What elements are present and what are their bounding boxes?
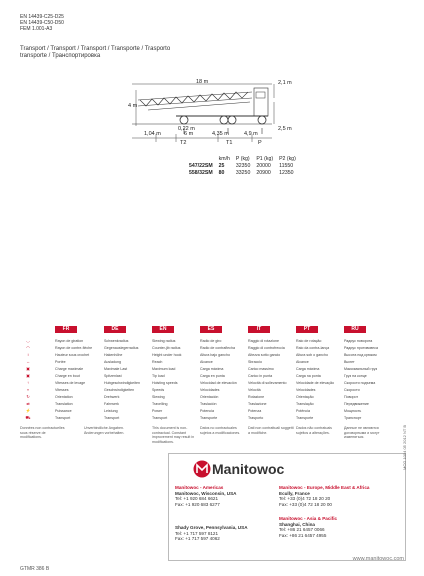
- legend-symbol-icon: ▣: [26, 366, 30, 371]
- table-row: 547/22SM 25 32350 20000 11550: [189, 162, 294, 169]
- dim-length: 18 m: [196, 79, 209, 85]
- legend-symbol-icon: ⇄: [26, 401, 30, 406]
- legend-cell: Drehwerk: [104, 395, 120, 399]
- standard-line: EN 14439-C25-D25: [20, 14, 64, 20]
- legend-cell: Радиус поворота: [344, 339, 373, 343]
- disclaimer-text: Dati non contrattuali soggetti a modifiche.: [248, 426, 294, 435]
- dim-4: 4,9 m: [244, 131, 258, 137]
- legend-cell: Velocidad de elevación: [200, 381, 237, 385]
- legend-cell: Максимальный груз: [344, 367, 378, 371]
- legend-cell: Tip load: [152, 374, 165, 378]
- legend-cell: Carico massimo: [248, 367, 274, 371]
- legend-cell: Spitzenlast: [104, 374, 122, 378]
- legend-cell: Rayon de giration: [55, 339, 84, 343]
- disclaimer-text: Данные не являются договорными и могут изменяться.: [344, 426, 380, 440]
- legend-cell: Carga na ponta: [296, 374, 321, 378]
- legend-cell: Transport: [104, 416, 120, 420]
- legend-cell: Traslación: [200, 402, 217, 406]
- legend-cell: Altura sob o gancho: [296, 353, 328, 357]
- legend-cell: Transport: [55, 416, 71, 420]
- legend-cell: Sbraccio: [248, 360, 262, 364]
- legend-cell: Maximale Last: [104, 367, 128, 371]
- legend-row: [20, 373, 406, 379]
- legend-cell: Trasporto: [248, 416, 264, 420]
- dim-right-height-2: 2,5 m: [278, 126, 292, 132]
- address-asia: Manitowoc - Asia & Pacific Shanghai, China Tel: +86 21 6457 0066 Fax: +86 21 6457 4955: [279, 516, 338, 538]
- legend-cell: Geschwindigkeiten: [104, 388, 135, 392]
- dim-1: 1,04 m: [144, 131, 161, 137]
- address-americas: Manitowoc - Americas Manitowoc, Wisconsin, USA Tel: +1 920 684 6621 Fax: +1 920 683 6277: [175, 485, 237, 507]
- legend-cell: Raggio di controfreccia: [248, 346, 285, 350]
- legend-cell: Speeds: [152, 388, 165, 392]
- legend-cell: Alcance: [296, 360, 309, 364]
- legend-cell: Velocidades: [200, 388, 220, 392]
- legend-symbol-icon: ⛟: [25, 415, 31, 420]
- disclaimer-text: Datos no contractuales sujetos a modificaciones.: [200, 426, 241, 435]
- document-code: GTMR 386 B: [20, 566, 50, 572]
- legend-cell: Slewing radius: [152, 339, 176, 343]
- legend-cell: Orientación: [200, 395, 219, 399]
- contact-box: [168, 453, 406, 561]
- legend-cell: Raggio di rotazione: [248, 339, 279, 343]
- legend-cell: Hakenhöhe: [104, 353, 123, 357]
- legend-symbol-icon: ↔: [26, 359, 30, 364]
- legend-cell: Vitesses de levage: [55, 381, 86, 385]
- standard-line: EN 14439-C50-D50: [20, 20, 64, 26]
- lang-badge: IT: [248, 326, 270, 333]
- transport-drawing: [20, 76, 280, 154]
- legend-cell: Carga máxima: [296, 367, 320, 371]
- legend-cell: Carga máxima: [200, 367, 224, 371]
- legend-cell: Translação: [296, 402, 314, 406]
- legend-cell: Altura bajo gancho: [200, 353, 230, 357]
- legend-symbol-icon: ↕: [27, 352, 29, 357]
- legend-row: [20, 352, 406, 358]
- legend-cell: Transporte: [296, 416, 314, 420]
- legend-cell: Вылет: [344, 360, 355, 364]
- legend-cell: Slewing: [152, 395, 165, 399]
- legend-cell: Velocità: [248, 388, 261, 392]
- manitowoc-logo-icon: [193, 460, 211, 478]
- legend-cell: Potenza: [248, 409, 262, 413]
- legend-cell: Charge maximale: [55, 367, 84, 371]
- disclaimer-text: Données non contractuelles sous réserve de modifications.: [20, 426, 65, 440]
- legend-cell: Orientação: [296, 395, 314, 399]
- legend-cell: Velocidade de elevação: [296, 381, 334, 385]
- legend-cell: Radio de giro: [200, 339, 222, 343]
- table-header-row: km/h P (kg) P1 (kg) P2 (kg): [218, 155, 296, 162]
- legend-symbol-icon: ↻: [26, 394, 30, 399]
- legend-cell: Высота под крюком: [344, 353, 377, 357]
- lang-badge: EN: [152, 326, 174, 333]
- legend-cell: Schwenkradius: [104, 339, 129, 343]
- legend-symbol-icon: ▣: [26, 373, 30, 378]
- lang-badge: RU: [344, 326, 366, 333]
- legend-cell: Puissance: [55, 409, 72, 413]
- legend-cell: Поворот: [344, 395, 359, 399]
- disclaimer-row: [20, 426, 406, 450]
- legend-symbol-icon: ◠: [26, 345, 30, 350]
- dim-height: 4 m: [128, 103, 138, 109]
- legend-cell: Potencia: [200, 409, 214, 413]
- address-europe: Manitowoc - Europe, Middle East & Africa Ecully, France Tel: +33 (0)4 72 18 20 20 Fax: +33 (0)4 72 18 20 00: [279, 485, 370, 507]
- legend-cell: Raio da contra-lança: [296, 346, 330, 350]
- legend-cell: Potência: [296, 409, 310, 413]
- legend-cell: Portée: [55, 360, 66, 364]
- legend-cell: Transport: [152, 416, 168, 420]
- legend-cell: Transporte: [200, 416, 218, 420]
- transport-title: Transport / Transport / Transport / Transporte / Trasporto transporte / Транспортировка: [20, 46, 171, 59]
- legend-cell: Мощность: [344, 409, 362, 413]
- legend-cell: Velocidades: [296, 388, 316, 392]
- legend-row: [20, 366, 406, 372]
- legend-row: [20, 380, 406, 386]
- disclaimer-text: Dados não contratuais sujeitos a alterações.: [296, 426, 332, 435]
- load-p: P: [258, 140, 262, 146]
- legend-cell: Altezza sotto gancio: [248, 353, 281, 357]
- legend-cell: Alcance: [200, 360, 213, 364]
- legend-cell: Carico in punta: [248, 374, 273, 378]
- legend-cell: Maximum load: [152, 367, 176, 371]
- legend-cell: Hubgeschwindigkeiten: [104, 381, 140, 385]
- legend-cell: Передвижение: [344, 402, 369, 406]
- disclaimer-text: This document is non-contractual. Constant improvement may result in modifications.: [152, 426, 195, 444]
- legend-cell: Груз на конце: [344, 374, 367, 378]
- lang-badge: DE: [104, 326, 126, 333]
- legend-cell: Carga en punta: [200, 374, 225, 378]
- address-shady-grove: Shady Grove, Pennsylvania, USA Tel: +1 717 597 8121 Fax: +1 717 597 4062: [175, 525, 248, 542]
- legend-cell: Ausladung: [104, 360, 121, 364]
- dim-2: 6 m: [184, 131, 194, 137]
- legend-row: [20, 394, 406, 400]
- side-code: MCG 1004 05 2012 NT B: [402, 424, 407, 470]
- legend-cell: Orientation: [55, 395, 73, 399]
- legend-symbol-icon: ◡: [26, 338, 30, 343]
- legend-cell: Traslazione: [248, 402, 267, 406]
- brand-name: Manitowoc: [212, 461, 285, 477]
- lang-badge: PT: [296, 326, 318, 333]
- legend-row: [20, 359, 406, 365]
- legend-cell: Скорости подъема: [344, 381, 376, 385]
- legend-cell: Hoisting speeds: [152, 381, 178, 385]
- legend-symbol-icon: »: [26, 387, 30, 392]
- legend-row: [20, 345, 406, 351]
- dim-3: 4,35 m: [212, 131, 229, 137]
- legend-cell: Leistung: [104, 409, 118, 413]
- legend-cell: Reach: [152, 360, 163, 364]
- legend-symbol-icon: ⚡: [25, 408, 31, 413]
- legend-cell: Raio de rotação: [296, 339, 322, 343]
- legend-row: [20, 387, 406, 393]
- legend-cell: Velocità di sollevamento: [248, 381, 287, 385]
- legend-cell: Counter-jib radius: [152, 346, 181, 350]
- legend-cell: Скорости: [344, 388, 360, 392]
- legend-row: [20, 408, 406, 414]
- legend-symbol-icon: ↑: [27, 380, 29, 385]
- legend-row: [20, 415, 406, 421]
- language-header-row: [20, 326, 406, 334]
- transport-table: [186, 155, 299, 176]
- disclaimer-text: Unverbindliche Angaben. Änderungen vorbehalten.: [84, 426, 125, 435]
- standard-line: FEM 1.001-A3: [20, 26, 53, 32]
- legend-cell: Travelling: [152, 402, 168, 406]
- standards-block: [20, 14, 64, 32]
- legend-row: [20, 401, 406, 407]
- legend-cell: Rotazione: [248, 395, 265, 399]
- legend-cell: Радиус противовеса: [344, 346, 378, 350]
- legend-cell: Charge en bout: [55, 374, 80, 378]
- legend-cell: Fahrwerk: [104, 402, 119, 406]
- legend-row: [20, 338, 406, 344]
- legend-cell: Radio de contraflecha: [200, 346, 235, 350]
- load-t1: T1: [226, 140, 233, 146]
- legend-cell: Hauteur sous crochet: [55, 353, 90, 357]
- lang-badge: FR: [55, 326, 77, 333]
- load-t2: T2: [180, 140, 187, 146]
- legend-cell: Translation: [55, 402, 73, 406]
- dim-gap: 0,22 m: [178, 126, 195, 132]
- legend-cell: Power: [152, 409, 163, 413]
- website-url[interactable]: www.manitowoc.com: [352, 556, 404, 562]
- legend-cell: Транспорт: [344, 416, 362, 420]
- legend-cell: Vitesses: [55, 388, 69, 392]
- lang-badge: ES: [200, 326, 222, 333]
- table-row: 558/32SM 80 33250 20900 12350: [189, 169, 294, 176]
- legend-cell: Rayon de contre-flèche: [55, 346, 93, 350]
- legend-cell: Gegenauslegerradius: [104, 346, 139, 350]
- legend-cell: Height under hook: [152, 353, 182, 357]
- dim-right-height-1: 2,1 m: [278, 80, 292, 86]
